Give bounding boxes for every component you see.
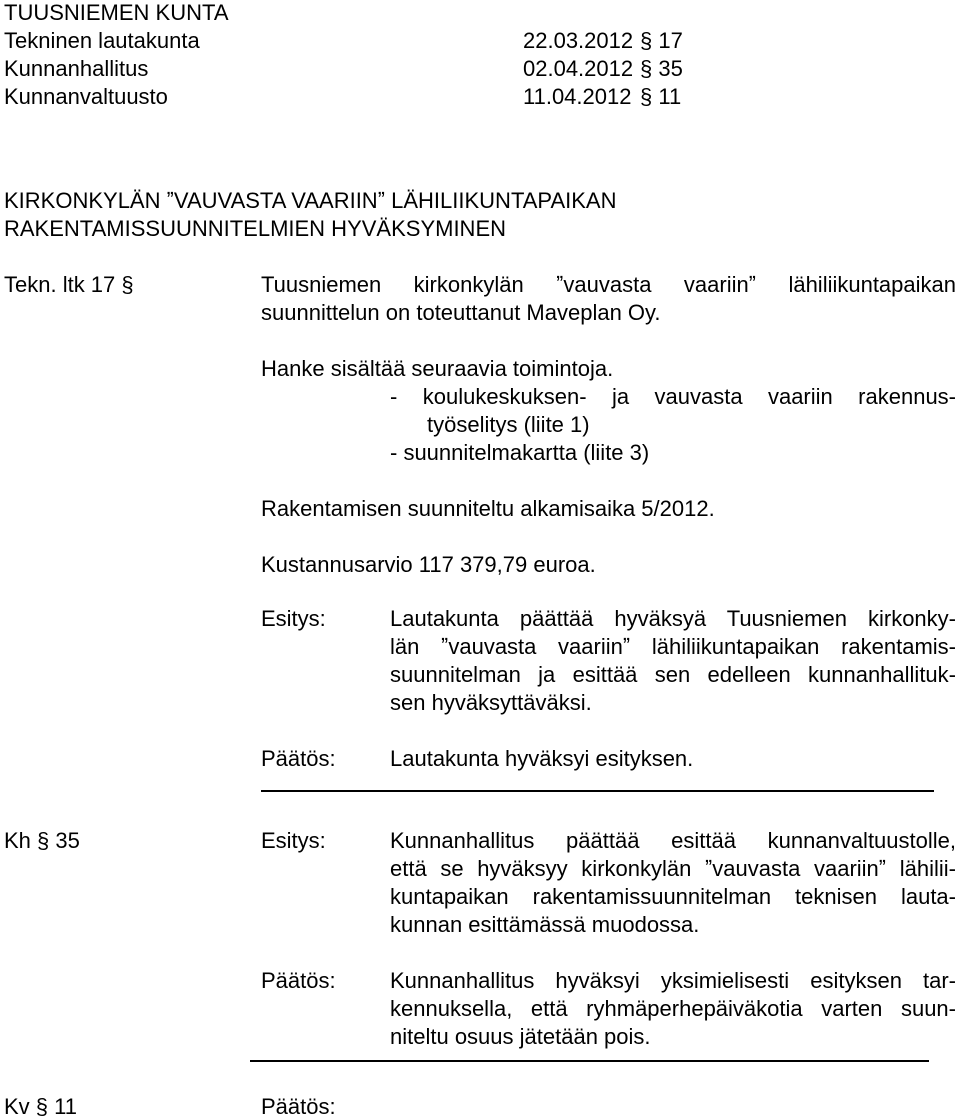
section-number-kunnanhallitus: § 35 <box>640 56 683 81</box>
kh-decision-line1: Kunnanhallitus hyväksyi yksimielisesti esityksen tar- <box>390 968 956 993</box>
kh-section-ref: Kh § 35 <box>4 828 80 853</box>
section-divider <box>261 790 934 792</box>
kh-decision-line3: niteltu osuus jätetään pois. <box>390 1024 651 1049</box>
meeting-date-kunnanhallitus: 02.04.2012 <box>523 56 634 81</box>
tekn-intro-line2: suunnittelun on toteuttanut Maveplan Oy. <box>261 300 661 325</box>
body-name-tekninen: Tekninen lautakunta <box>4 28 200 53</box>
tekn-proposal-line3: suunnitelman ja esittää sen edelleen kunnanhallituk- <box>390 662 956 687</box>
kh-decision-line2: kennuksella, että ryhmäperhepäiväkotia varten suun- <box>390 996 956 1021</box>
kh-decision-label: Päätös: <box>261 968 336 993</box>
section-number-kunnanvaltuusto: § 11 <box>640 84 682 109</box>
kv-section-ref: Kv § 11 <box>4 1094 77 1119</box>
tekn-proposal-line2: län ˮvauvasta vaariinˮ lähiliikuntapaikan rakentamis- <box>390 634 956 659</box>
tekn-decision-label: Päätös: <box>261 746 336 771</box>
tekn-list-item1-line2: työselitys (liite 1) <box>427 412 590 437</box>
section-divider <box>250 1060 929 1062</box>
organization-name: TUUSNIEMEN KUNTA <box>4 0 229 25</box>
tekn-cost-text: Kustannusarvio 117 379,79 euroa. <box>261 552 596 577</box>
tekn-proposal-label: Esitys: <box>261 606 326 631</box>
meeting-date-kunnanvaltuusto: 11.04.2012 <box>523 84 632 109</box>
kh-proposal-line1: Kunnanhallitus päättää esittää kunnanvaltuustolle, <box>390 828 956 853</box>
meeting-date-tekninen: 22.03.2012 <box>523 28 634 53</box>
kv-decision-label: Päätös: <box>261 1094 336 1119</box>
kh-proposal-line3: kuntapaikan rakentamissuunnitelman teknisen lauta- <box>390 884 956 909</box>
tekn-intro-line1: Tuusniemen kirkonkylän ˮvauvasta vaariinˮ lähiliikuntapaikan <box>261 272 956 297</box>
kh-proposal-label: Esitys: <box>261 828 326 853</box>
body-name-kunnanhallitus: Kunnanhallitus <box>4 56 149 81</box>
body-name-kunnanvaltuusto: Kunnanvaltuusto <box>4 84 168 109</box>
kh-proposal-line4: kunnan esittämässä muodossa. <box>390 912 700 937</box>
tekn-section-ref: Tekn. ltk 17 § <box>4 272 134 297</box>
document-title-line2: RAKENTAMISSUUNNITELMIEN HYVÄKSYMINEN <box>4 216 507 241</box>
tekn-contains-text: Hanke sisältää seuraavia toimintoja. <box>261 356 614 381</box>
tekn-start-text: Rakentamisen suunniteltu alkamisaika 5/2012. <box>261 496 715 521</box>
document-title-line1: KIRKONKYLÄN ˮVAUVASTA VAARIINˮ LÄHILIIKUNTAPAIKAN <box>4 188 617 213</box>
tekn-proposal-line1: Lautakunta päättää hyväksyä Tuusniemen kirkonky- <box>390 606 956 631</box>
tekn-list-item1-line1: - koulukeskuksen- ja vauvasta vaariin rakennus- <box>390 384 956 409</box>
section-number-tekninen: § 17 <box>640 28 683 53</box>
kh-proposal-line2: että se hyväksyy kirkonkylän ˮvauvasta vaariinˮ lähilii- <box>390 856 956 881</box>
tekn-list-item2: - suunnitelmakartta (liite 3) <box>390 440 650 465</box>
tekn-decision-text: Lautakunta hyväksyi esityksen. <box>390 746 694 771</box>
tekn-proposal-line4: sen hyväksyttäväksi. <box>390 690 592 715</box>
